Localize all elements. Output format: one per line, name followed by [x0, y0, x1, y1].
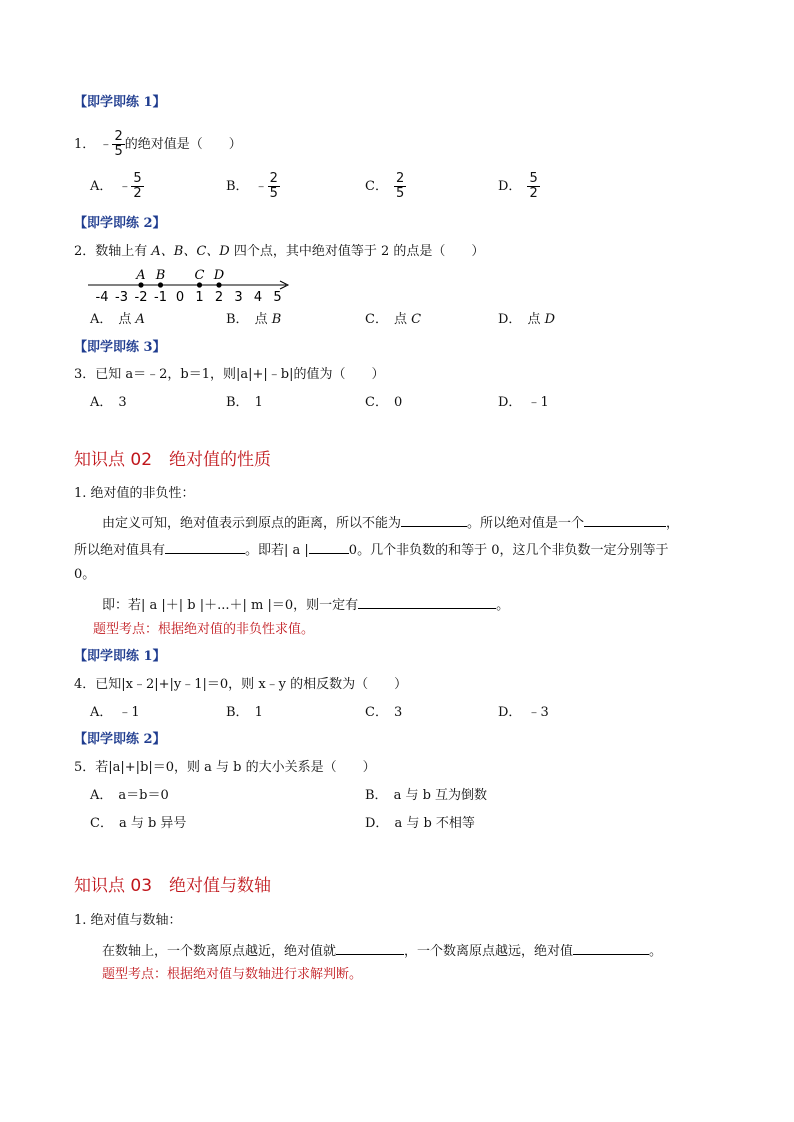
option-d[interactable]: D． a 与 b 不相等: [365, 816, 475, 831]
paragraph-line: 在数轴上，一个数离原点越近，绝对值就 ，一个数离原点越远，绝对值 。: [102, 940, 662, 961]
option-a[interactable]: A． 点 A: [90, 312, 145, 327]
exercise-tag: 【即学即练 1】: [74, 649, 166, 664]
option-b[interactable]: B． ﹣ $\frac{2}{5}$: [226, 171, 278, 201]
question-4: 4．已知|x﹣2|+|y﹣1|＝0，则 x﹣y 的相反数为（ ）: [74, 677, 408, 692]
question-5: 5．若|a|+|b|＝0，则 a 与 b 的大小关系是（ ）: [74, 760, 376, 775]
paragraph-line: 即：若| a |＋| b |＋...＋| m |＝0，则一定有 。: [102, 594, 509, 615]
option-a[interactable]: A． a＝b＝0: [90, 788, 169, 803]
question-text: 的绝对值是（ ）: [124, 137, 242, 152]
fill-blank[interactable]: [309, 539, 349, 554]
point-dot: [158, 282, 163, 287]
option-c[interactable]: C． $\frac{2}{5}$: [365, 171, 405, 201]
option-d[interactable]: D． ﹣1: [498, 395, 549, 410]
option-b[interactable]: B． 1: [226, 395, 263, 410]
tick-label: 4: [253, 290, 263, 304]
option-d[interactable]: D． $\frac{5}{2}$: [498, 171, 538, 201]
option-d[interactable]: D． ﹣3: [498, 705, 549, 720]
fill-blank[interactable]: [336, 940, 404, 955]
section-title: 知识点 02 绝对值的性质: [74, 450, 272, 470]
section-title: 知识点 03 绝对值与数轴: [74, 876, 272, 896]
fill-blank[interactable]: [165, 539, 245, 554]
tick-label: -2: [134, 290, 148, 304]
hint-text: 题型考点：根据绝对值的非负性求值。: [93, 622, 315, 637]
fraction: $\frac{2}{5}$: [114, 129, 123, 159]
option-b[interactable]: B． a 与 b 互为倒数: [365, 788, 488, 803]
tick-label: -1: [154, 290, 167, 304]
point-label: D: [213, 268, 225, 283]
exercise-tag: 【即学即练 2】: [74, 732, 166, 747]
paragraph-line: 0。: [74, 567, 96, 582]
number-line: [86, 264, 296, 304]
point-dot: [197, 282, 202, 287]
hint-text: 题型考点：根据绝对值与数轴进行求解判断。: [102, 967, 363, 982]
fill-blank[interactable]: [584, 512, 666, 527]
question-1: [74, 130, 242, 159]
fill-blank[interactable]: [358, 594, 496, 609]
point-label: C: [194, 268, 205, 283]
fill-blank[interactable]: [401, 512, 467, 527]
exercise-tag: 【即学即练 3】: [74, 340, 166, 355]
tick-label: 0: [175, 290, 185, 304]
paragraph-line: 所以绝对值具有 。即若| a | 0。几个非负数的和等于 0，这几个非负数一定分别等于: [74, 539, 668, 560]
question-2: 2．数轴上有 A、B、C、D 四个点，其中绝对值等于 2 的点是（ ）: [74, 244, 485, 259]
option-a[interactable]: A． ﹣1: [90, 705, 140, 720]
tick-group: [96, 290, 282, 304]
sub-heading: 1. 绝对值的非负性：: [74, 486, 195, 501]
option-b[interactable]: B． 点 B: [226, 312, 282, 327]
tick-label: 5: [273, 290, 282, 304]
point-dot: [216, 282, 221, 287]
question-3: 3．已知 a＝﹣2，b＝1，则|a|+|﹣b|的值为（ ）: [74, 367, 385, 382]
tick-label: 2: [214, 290, 224, 304]
option-a[interactable]: A． ﹣ $\frac{5}{2}$: [90, 171, 142, 201]
tick-label: 3: [234, 290, 243, 304]
fill-blank[interactable]: [573, 940, 649, 955]
question-number: 1．: [74, 137, 96, 152]
option-c[interactable]: C． a 与 b 异号: [90, 816, 187, 831]
tick-label: -3: [115, 290, 128, 304]
tick-label: -4: [95, 290, 109, 304]
option-b[interactable]: B． 1: [226, 705, 263, 720]
point-label: B: [155, 268, 166, 283]
option-a[interactable]: A． 3: [90, 395, 127, 410]
paragraph-line: 由定义可知，绝对值表示到原点的距离，所以不能为 。所以绝对值是一个 ，: [102, 512, 679, 533]
option-d[interactable]: D． 点 D: [498, 312, 556, 327]
option-c[interactable]: C． 点 C: [365, 312, 422, 327]
point-dot: [138, 282, 143, 287]
option-c[interactable]: C． 0: [365, 395, 403, 410]
exercise-tag: 【即学即练 1】: [74, 95, 166, 110]
point-label: A: [136, 268, 146, 283]
minus-sign: ﹣: [99, 137, 113, 152]
sub-heading: 1. 绝对值与数轴：: [74, 913, 182, 928]
tick-label: 1: [195, 290, 204, 304]
option-c[interactable]: C． 3: [365, 705, 403, 720]
exercise-tag: 【即学即练 2】: [74, 216, 166, 231]
